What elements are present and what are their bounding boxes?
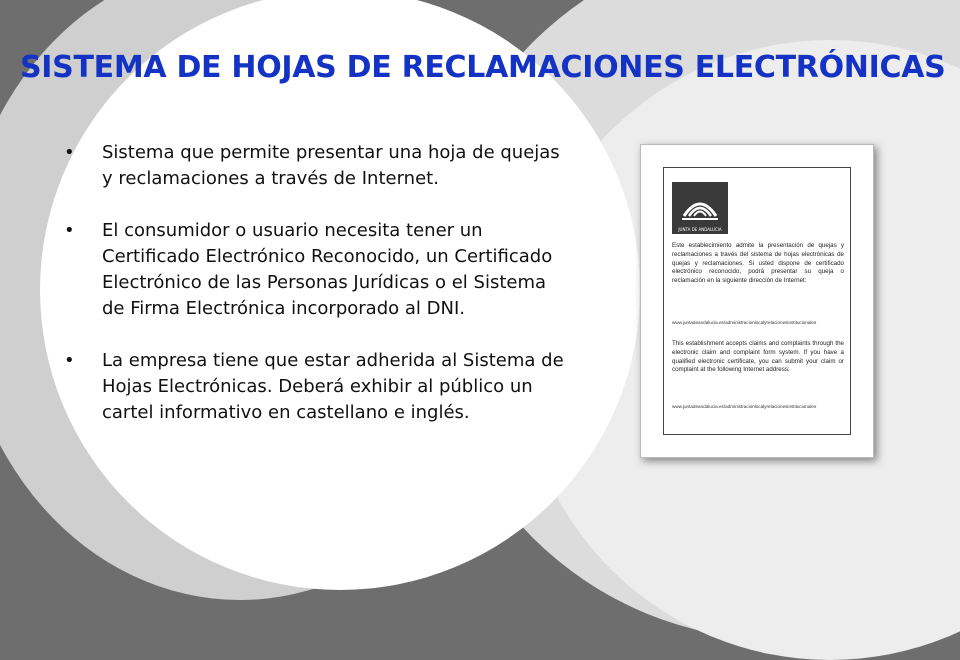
informative-sign-image bbox=[640, 144, 874, 458]
bullet-text: Sistema que permite presentar una hoja de quejas y reclamaciones a través de Internet. bbox=[102, 142, 560, 189]
bullet-item bbox=[64, 218, 574, 322]
sign-english-url: www.juntadeandalucia.es/administracionlocalyrelacionesinstitucionales bbox=[672, 404, 817, 409]
bullet-item bbox=[64, 140, 574, 192]
sign-border bbox=[663, 167, 851, 435]
bullet-dot: • bbox=[64, 220, 75, 241]
bullet-dot: • bbox=[64, 350, 75, 371]
bullet-item bbox=[64, 348, 574, 426]
bullet-text: La empresa tiene que estar adherida al Sistema de Hojas Electrónicas. Deberá exhibir al público un cartel informativo en castellano e inglés. bbox=[102, 350, 564, 423]
sign-english-text: This establishment accepts claims and complaints through the electronic claim and complaint form system. If you have a qualified electronic certificate, you can submit your claim or complaint at the following Internet address: bbox=[672, 340, 844, 374]
bullet-list bbox=[64, 140, 574, 452]
sign-spanish-text: Este establecimiento admite la presentación de quejas y reclamaciones a través del sistema de hojas electrónicas de quejas y reclamaciones. Si usted dispone de certificado electrónico reconocido, podrá presentar su queja o reclamación en la siguiente dirección de Internet: bbox=[672, 242, 844, 285]
logo-label: JUNTA DE ANDALUCIA bbox=[678, 227, 722, 232]
bullet-text: El consumidor o usuario necesita tener un Certificado Electrónico Reconocido, un Certificado Electrónico de las Personas Jurídicas o el Sistema de Firma Electrónica incorporado al DNI. bbox=[102, 220, 553, 319]
slide-title: SISTEMA DE HOJAS DE RECLAMACIONES ELECTRÓNICAS bbox=[20, 50, 946, 85]
logo-arcs-icon bbox=[672, 182, 728, 226]
junta-de-andalucia-logo bbox=[672, 182, 728, 234]
sign-spanish-url: www.juntadeandalucia.es/administracionlocalyrelacionesinstitucionales bbox=[672, 320, 817, 325]
bullet-dot: • bbox=[64, 142, 75, 163]
